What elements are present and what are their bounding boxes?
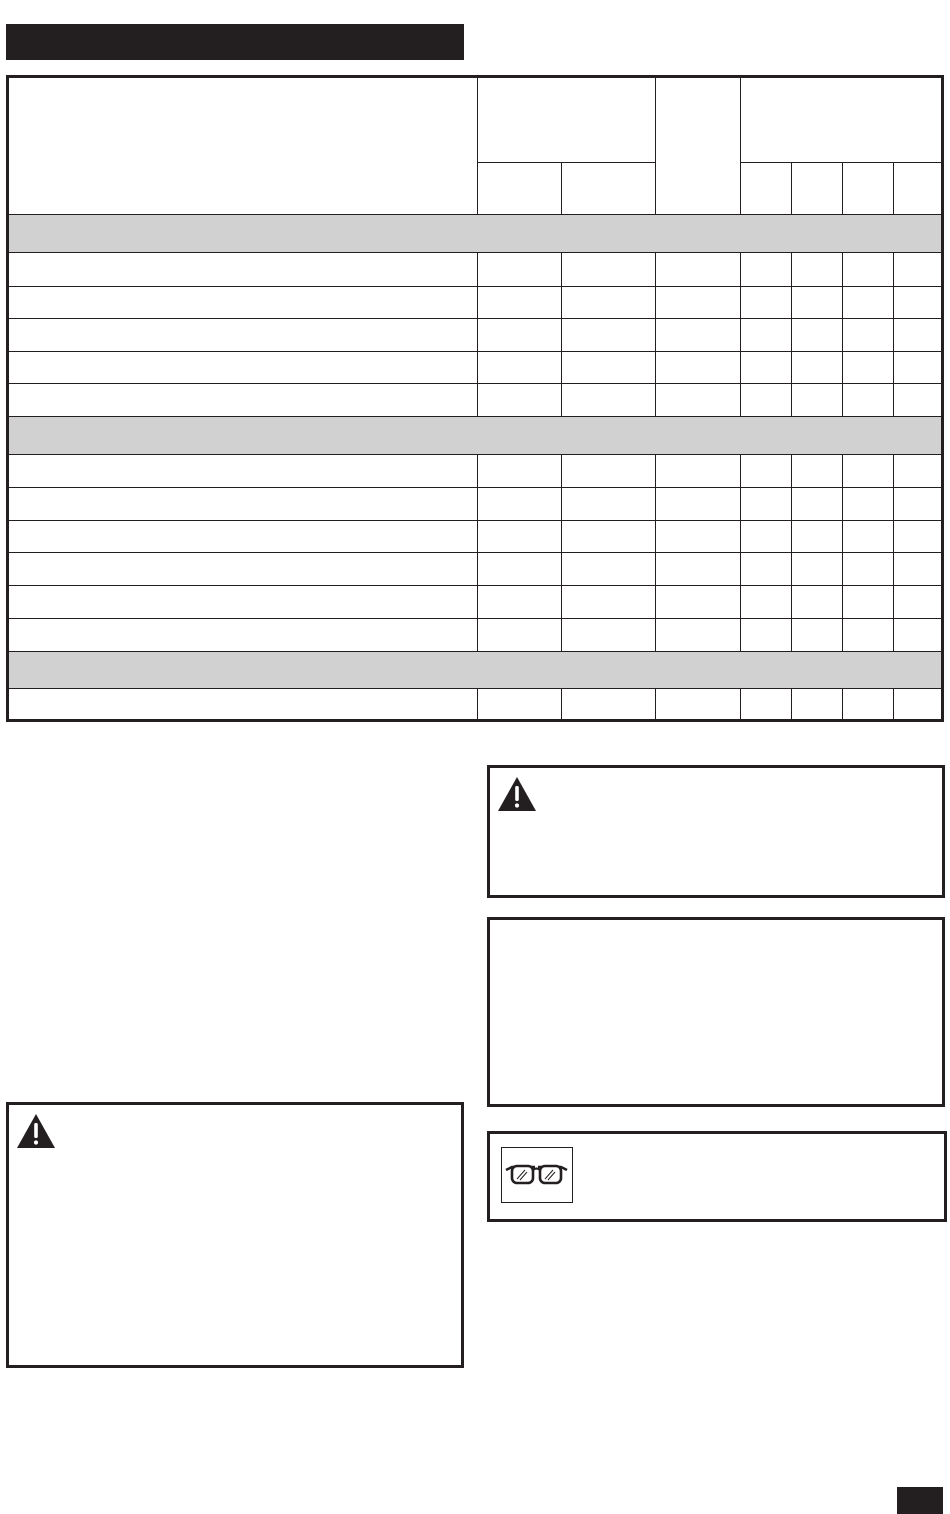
table-rule: [8, 252, 942, 253]
section-title-bar: [6, 24, 464, 60]
warning-triangle-icon: [497, 776, 537, 812]
warning-triangle-icon: [16, 1113, 56, 1149]
table-rule: [893, 454, 894, 651]
table-rule: [842, 252, 843, 416]
notice-box: [487, 917, 945, 1107]
table-rule: [8, 487, 942, 488]
table-border: [6, 75, 944, 78]
table-rule: [561, 252, 562, 416]
table-rule: [655, 688, 656, 719]
table-rule: [8, 552, 942, 553]
table-rule: [842, 688, 843, 719]
table-rule: [791, 162, 792, 215]
warning-box: [487, 765, 945, 898]
table-rule: [8, 383, 942, 384]
table-rule: [8, 286, 942, 287]
table-section-band: [8, 652, 942, 688]
table-rule: [8, 618, 942, 619]
table-border: [6, 75, 9, 722]
table-rule: [791, 688, 792, 719]
table-rule: [8, 520, 942, 521]
page-number-tab: [897, 1487, 943, 1514]
table-rule: [655, 252, 656, 416]
table-rule: [8, 318, 942, 319]
table-rule: [8, 214, 942, 215]
table-rule: [561, 454, 562, 651]
table-rule: [477, 688, 478, 719]
table-rule: [561, 688, 562, 719]
table-rule: [842, 162, 843, 215]
table-rule: [655, 78, 656, 215]
table-rule: [740, 688, 741, 719]
safety-glasses-frame: [501, 1147, 573, 1203]
table-rule: [8, 351, 942, 352]
table-rule: [791, 454, 792, 651]
table-rule: [477, 78, 478, 215]
table-section-band: [8, 416, 942, 454]
table-border: [941, 75, 944, 722]
table-rule: [8, 651, 942, 652]
table-rule: [893, 252, 894, 416]
table-rule: [893, 688, 894, 719]
table-rule: [791, 252, 792, 416]
table-rule: [740, 252, 741, 416]
table-rule: [561, 162, 562, 215]
table-rule: [740, 454, 741, 651]
table-rule: [842, 454, 843, 651]
warning-box: [6, 1102, 464, 1368]
table-rule: [8, 688, 942, 689]
table-rule: [893, 162, 894, 215]
table-border: [6, 719, 944, 722]
table-rule: [740, 78, 741, 215]
table-rule: [8, 585, 942, 586]
table-rule: [655, 454, 656, 651]
table-rule: [8, 416, 942, 417]
table-rule: [8, 454, 942, 455]
table-rule: [477, 454, 478, 651]
table-rule: [477, 252, 478, 416]
safety-glasses-icon: [502, 1148, 571, 1201]
table-section-band: [8, 215, 942, 252]
table-rule: [477, 162, 655, 163]
table-rule: [740, 162, 942, 163]
